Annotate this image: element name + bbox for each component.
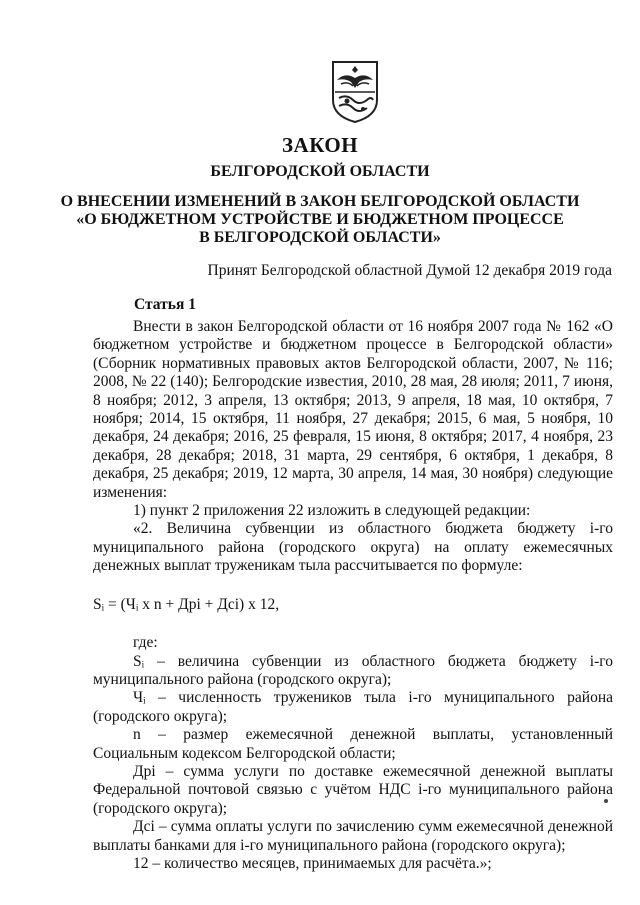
- formula-definition: 12 – количество месяцев, принимаемых для расчёта.»;: [133, 854, 492, 872]
- subsidy-formula: Sᵢ = (Чᵢ x n + Дpi + Дci) x 12,: [93, 595, 280, 613]
- scan-speck: [604, 799, 608, 803]
- subtitle-line: О ВНЕСЕНИИ ИЗМЕНЕНИЙ В ЗАКОН БЕЛГОРОДСКОЙ ОБЛАСТИ: [60, 193, 580, 210]
- formula-definition: Sᵢ – величина субвенции из областного бюджета бюджету i-го муниципального района (городского округа);: [93, 652, 613, 688]
- subtitle-line: В БЕЛГОРОДСКОЙ ОБЛАСТИ»: [199, 229, 441, 246]
- law-region: БЕЛГОРОДСКОЙ ОБЛАСТИ: [210, 163, 430, 180]
- formula-definition: Дci – сумма оплаты услуги по зачислению сумм ежемесячной денежной выплаты банками для i-го муниципального района (городского округа);: [93, 818, 613, 854]
- article-body: [93, 318, 613, 873]
- subtitle-line: «О БЮДЖЕТНОМ УСТРОЙСТВЕ И БЮДЖЕТНОМ ПРОЦЕССЕ: [76, 211, 564, 228]
- amendment-item: 1) пункт 2 приложения 22 изложить в следующей редакции:: [133, 502, 531, 520]
- adoption-note: Принят Белгородской областной Думой 12 декабря 2019 года: [207, 262, 612, 279]
- article-intro: Внести в закон Белгородской области от 16 ноября 2007 года № 162 «О бюджетном устройстве и бюджетном процессе в Белгородской области» (Сборник нормативных правовых актов Белгородской области, 2007, № 116; 2008, № 22 (140); Белгородские известия, 2010, 28 мая, 28 июля; 2011, 7 июня, 8 ноября; 2012, 3 апреля, 13 октября; 2013, 9 апреля, 18 мая, 10 октября, 7 ноября; 2014, 15 октября, 11 ноября, 27 декабря; 2015, 6 мая, 5 ноября, 10 декабря, 24 декабря; 2016, 25 февраля, 15 июня, 8 октября; 2017, 4 ноября, 23 декабря, 28 декабря; 2018, 31 марта, 29 сентября, 6 октября, 1 декабря, 8 декабря, 25 декабря; 2019, 12 марта, 30 апреля, 14 мая, 30 ноября) следующие изменения:: [93, 318, 613, 501]
- article-heading: Статья 1: [134, 296, 196, 313]
- law-subtitle: [0, 193, 640, 247]
- formula-where: где:: [133, 634, 158, 652]
- law-title: ЗАКОН: [281, 133, 359, 157]
- amendment-quote: «2. Величина субвенции из областного бюджета бюджету i-го муниципального района (городского округа) на оплату ежемесячных денежных выплат труженикам тыла рассчитывается по формуле:: [93, 520, 613, 575]
- formula-definition: n – размер ежемесячной денежной выплаты, установленный Социальным кодексом Белгородской области;: [93, 726, 613, 762]
- formula-definition: Чᵢ – численность тружеников тыла i-го муниципального района (городского округа);: [93, 689, 613, 725]
- formula-definition: Дpi – сумма услуги по доставке ежемесячной денежной выплаты Федеральной почтовой связью с учётом НДС i-го муниципального района (городского округа);: [93, 762, 613, 817]
- belgorod-coat-of-arms-icon: [331, 60, 379, 124]
